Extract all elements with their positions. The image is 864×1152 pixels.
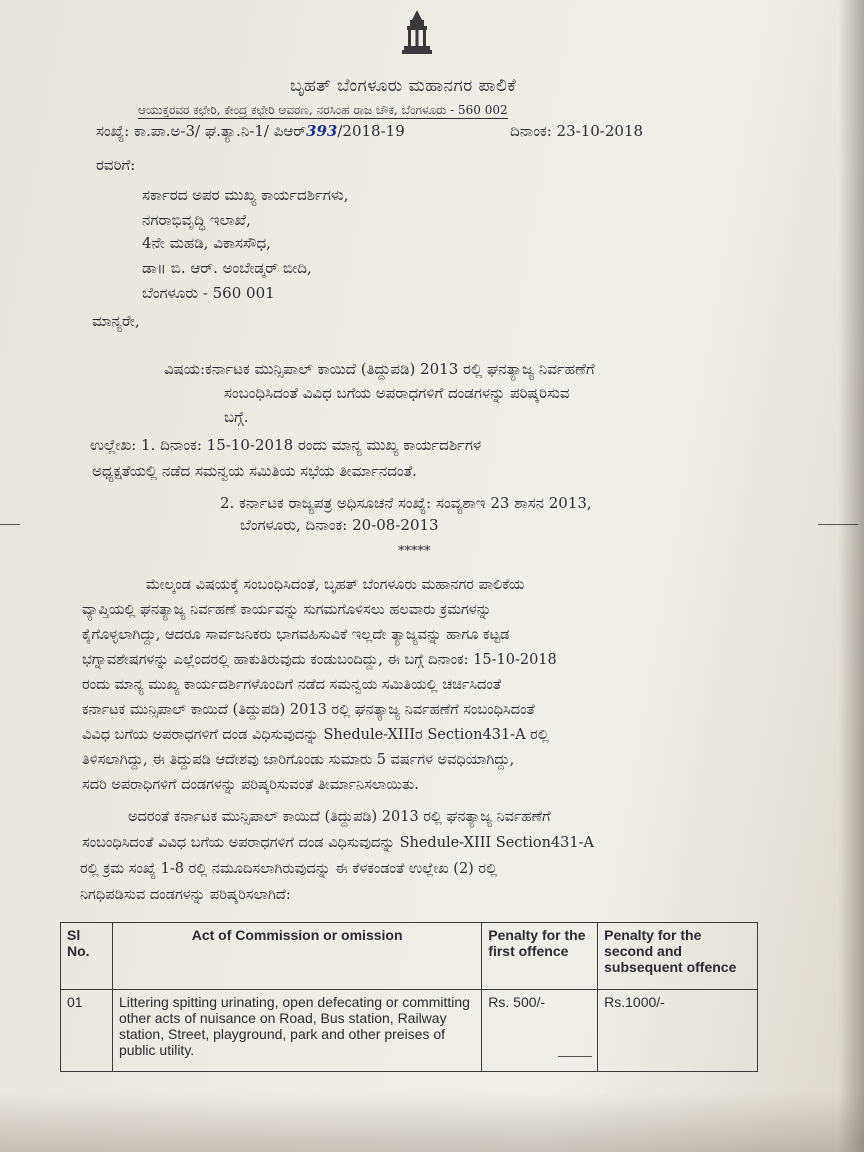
col-header-sl: Sl No. bbox=[61, 923, 113, 990]
body-line: ರಲ್ಲಿ ಕ್ರಮ ಸಂಖ್ಯೆ 1-8 ರಲ್ಲಿ ನಮೂದಿಸಲಾಗಿರುವುದನ್ನು ಈ ಕೆಳಕಂಡಂತೆ ಉಲ್ಲೇಖ (2) ರಲ್ಲಿ bbox=[80, 861, 498, 877]
body-line: ನಿಗಧಿಪಡಿಸುವ ದಂಡಗಳನ್ನು ಪರಿಷ್ಕರಿಸಲಾಗಿದೆ: bbox=[80, 887, 291, 903]
cell-act: Littering spitting urinating, open defecating or committing other acts of nuisance on Road, Bus station, Railway station, Street, playground, park and other preises of public utility. bbox=[112, 990, 481, 1072]
temple-emblem-icon bbox=[400, 8, 434, 56]
subject-line: ಬಗ್ಗೆ. bbox=[224, 408, 249, 426]
recipient-line: ನಗರಾಭಿವೃದ್ಧಿ ಇಲಾಖೆ, bbox=[142, 211, 251, 229]
body-line: ರಂದು ಮಾನ್ಯ ಮುಖ್ಯ ಕಾರ್ಯದರ್ಶಿಗಳೊಂದಿಗೆ ನಡೆದ ಸಮನ್ವಯ ಸಮಿತಿಯಲ್ಲಿ ಚರ್ಚಿಸಿದಂತೆ bbox=[82, 677, 502, 693]
recipient-line: ಸರ್ಕಾರದ ಅಪರ ಮುಖ್ಯ ಕಾರ್ಯದರ್ಶಿಗಳು, bbox=[142, 186, 349, 204]
body-line: ಕೈಗೊಳ್ಳಲಾಗಿದ್ದು, ಆದರೂ ಸಾರ್ವಜನಿಕರು ಭಾಗವಹಿಸುವಿಕೆ ಇಲ್ಲದೇ ತ್ಯಾಜ್ಯವನ್ನು ಹಾಗೂ ಕಟ್ಟಡ bbox=[82, 627, 510, 643]
body-line: ಭಗ್ನಾವಶೇಷಗಳನ್ನು ಎಲ್ಲೆಂದರಲ್ಲಿ ಹಾಕುತಿರುವುದು ಕಂಡುಬಂದಿದ್ದು, ಈ ಬಗ್ಗೆ ದಿನಾಂಕ: 15-10-2018 bbox=[82, 652, 557, 668]
pen-mark bbox=[558, 1056, 592, 1057]
reference-2-line: ಬೆಂಗಳೂರು, ದಿನಾಂಕ: 20-08-2013 bbox=[240, 516, 439, 534]
recipient-label: ರವರಿಗೆ: bbox=[96, 156, 136, 174]
table-row bbox=[61, 990, 758, 1072]
letter-date: ದಿನಾಂಕ: 23-10-2018 bbox=[510, 122, 644, 140]
col-header-first-penalty: Penalty for the first offence bbox=[482, 923, 598, 990]
penalty-table bbox=[60, 922, 758, 1072]
body-line: ಮೇಲ್ಕಂಡ ವಿಷಯಕ್ಕೆ ಸಂಬಂಧಿಸಿದಂತೆ, ಬೃಹತ್ ಬೆಂಗಳೂರು ಮಹಾನಗರ ಪಾಲಿಕೆಯ bbox=[146, 577, 525, 593]
handwritten-number: 393 bbox=[306, 122, 338, 140]
body-line: ಕರ್ನಾಟಕ ಮುನ್ಸಿಪಾಲ್ ಕಾಯಿದೆ (ತಿದ್ದುಪಡಿ) 2013 ರಲ್ಲಿ ಘನತ್ಯಾಜ್ಯ ನಿರ್ವಹಣೆಗೆ ಸಂಬಂಧಿಸಿದಂತೆ bbox=[82, 702, 535, 718]
body-line: ವ್ಯಾಪ್ತಿಯಲ್ಲಿ ಘನತ್ಯಾಜ್ಯ ನಿರ್ವಹಣೆ ಕಾರ್ಯವನ್ನು ಸುಗಮಗೊಳಿಸಲು ಹಲವಾರು ಕ್ರಮಗಳನ್ನು bbox=[82, 602, 492, 618]
separator-stars: ***** bbox=[398, 544, 431, 559]
reference-2-line: 2. ಕರ್ನಾಟಕ ರಾಜ್ಯಪತ್ರ ಅಧಿಸೂಚನೆ ಸಂಖ್ಯೆ: ಸಂವ್ಯಶಾಇ 23 ಶಾಸನ 2013, bbox=[220, 494, 592, 512]
cell-subsequent-penalty: Rs.1000/- bbox=[598, 990, 758, 1072]
cell-first-penalty: Rs. 500/- bbox=[482, 990, 598, 1072]
reference-1-line: ಅಧ್ಯಕ್ಷತೆಯಲ್ಲಿ ನಡೆದ ಸಮನ್ವಯ ಸಮಿತಿಯ ಸಭೆಯ ತೀರ್ಮಾನದಂತೆ. bbox=[92, 462, 417, 480]
recipient-line: 4ನೇ ಮಹಡಿ, ವಿಕಾಸಸೌಧ, bbox=[142, 234, 271, 252]
salutation: ಮಾನ್ಯರೇ, bbox=[92, 312, 140, 330]
subject-line: ಸಂಬಂಧಿಸಿದಂತೆ ವಿವಿಧ ಬಗೆಯ ಅಪರಾಧಗಳಿಗೆ ದಂಡಗಳನ್ನು ಪರಿಷ್ಕರಿಸುವ bbox=[224, 384, 570, 402]
page-bottom-shadow bbox=[0, 1092, 864, 1152]
table-header-row bbox=[61, 923, 758, 990]
recipient-line: ಬೆಂಗಳೂರು - 560 001 bbox=[142, 284, 275, 302]
organization-title: ಬೃಹತ್ ಬೆಂಗಳೂರು ಮಹಾನಗರ ಪಾಲಿಕೆ bbox=[290, 76, 517, 96]
subject-line: ವಿಷಯ:ಕರ್ನಾಟಕ ಮುನ್ಸಿಪಾಲ್ ಕಾಯಿದೆ (ತಿದ್ದುಪಡಿ) 2013 ರಲ್ಲಿ ಘನತ್ಯಾಜ್ಯ ನಿರ್ವಹಣೆಗೆ bbox=[164, 360, 595, 378]
body-line: ಸಂಬಂಧಿಸಿದಂತೆ ವಿವಿಧ ಬಗೆಯ ಅಪರಾಧಗಳಿಗೆ ದಂಡ ವಿಧಿಸುವುದನ್ನು Shedule-XIII Section431-A bbox=[82, 835, 594, 851]
col-header-act: Act of Commission or omission bbox=[112, 923, 481, 990]
reference-1-line: ಉಲ್ಲೇಖ: 1. ದಿನಾಂಕ: 15-10-2018 ರಂದು ಮಾನ್ಯ ಮುಖ್ಯ ಕಾರ್ಯದರ್ಶಿಗಳ bbox=[90, 436, 482, 454]
reference-suffix: /2018-19 bbox=[337, 122, 405, 140]
page-edge-shadow bbox=[838, 0, 864, 1152]
col-header-subsequent-penalty: Penalty for the second and subsequent offence bbox=[598, 923, 758, 990]
pen-mark bbox=[0, 524, 20, 525]
body-line: ಅದರಂತೆ ಕರ್ನಾಟಕ ಮುನ್ಸಿಪಾಲ್ ಕಾಯಿದೆ (ತಿದ್ದುಪಡಿ) 2013 ರಲ್ಲಿ ಘನತ್ಯಾಜ್ಯ ನಿರ್ವಹಣೆಗೆ bbox=[128, 809, 551, 825]
body-line: ವಿವಿಧ ಬಗೆಯ ಅಪರಾಧಗಳಿಗೆ ದಂಡ ವಿಧಿಸುವುದನ್ನು Shedule-XIIIರ Section431-A ರಲ್ಲಿ bbox=[82, 727, 549, 743]
body-line: ತಿಳಿಸಲಾಗಿದ್ದು, ಈ ತಿದ್ದುಪಡಿ ಆದೇಶವು ಜಾರಿಗೊಂಡು ಸುಮಾರು 5 ವರ್ಷಗಳ ಅವಧಿಯಾಗಿದ್ದು, bbox=[82, 752, 515, 768]
reference-prefix: ಸಂಖ್ಯೆ: ಕಾ.ಪಾ.ಅ-3/ ಘ.ತ್ಯಾ.ನಿ-1/ ಪಿಆರ್ bbox=[96, 122, 307, 140]
body-line: ಸದರಿ ಅಪರಾಧಿಗಳಿಗೆ ದಂಡಗಳನ್ನು ಪರಿಷ್ಕರಿಸುವಂತೆ ತೀರ್ಮಾನಿಸಲಾಯಿತು. bbox=[82, 777, 419, 793]
recipient-line: ಡಾ॥ ಬಿ. ಆರ್. ಅಂಬೇಡ್ಕರ್ ಬೀದಿ, bbox=[142, 259, 312, 277]
reference-number bbox=[96, 124, 405, 139]
organization-address: ಆಯುಕ್ತರವರ ಕಛೇರಿ, ಕೇಂದ್ರ ಕಛೇರಿ ಆವರಣ, ನರಸಿಂಹ ರಾಜ ಚೌಕ, ಬೆಂಗಳೂರು - 560 002 bbox=[138, 103, 508, 117]
cell-sl: 01 bbox=[61, 990, 113, 1072]
